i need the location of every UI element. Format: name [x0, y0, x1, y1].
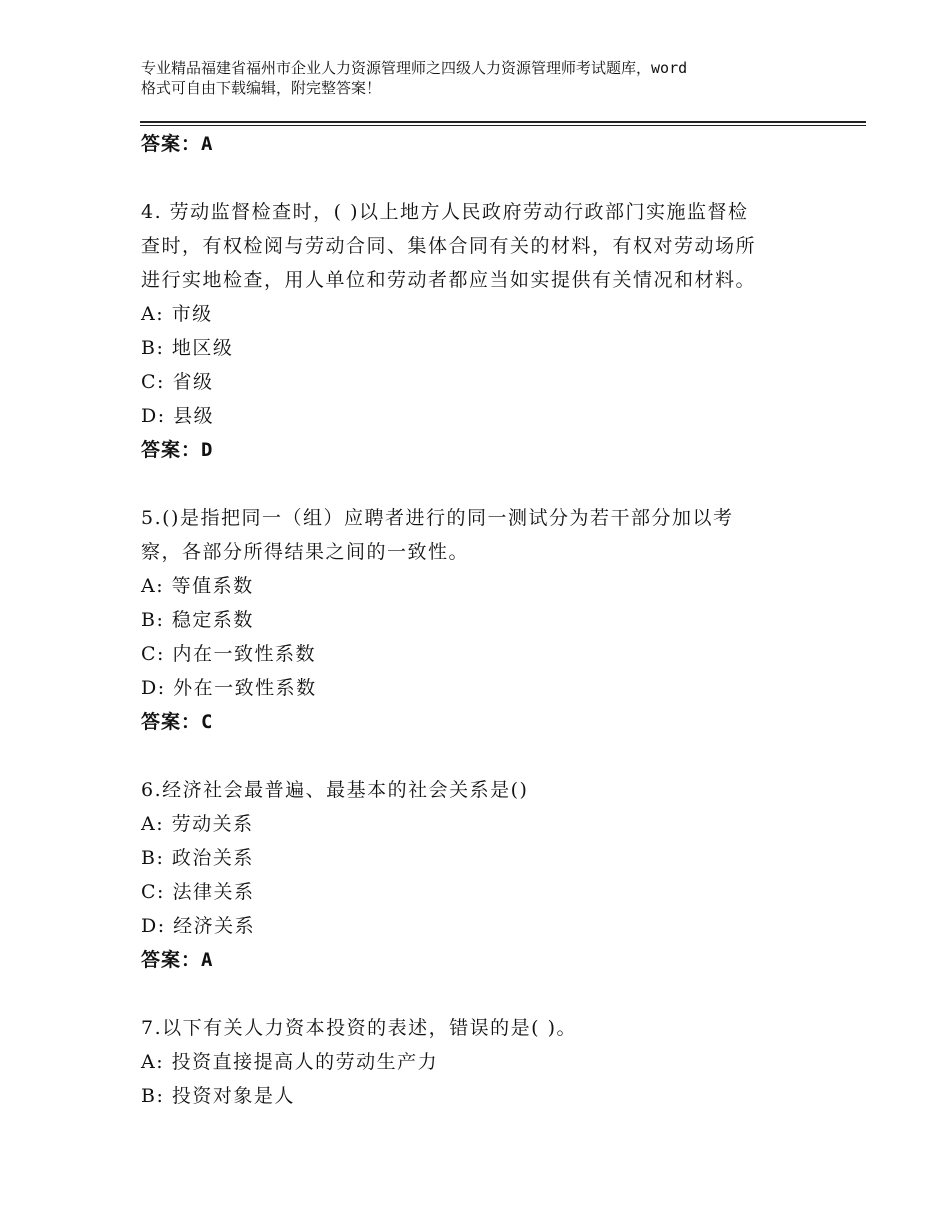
spacer [141, 977, 821, 1011]
option-d: D: 经济关系 [141, 915, 256, 937]
answer-value: A [201, 949, 214, 971]
question-block [141, 1011, 821, 1113]
question-stem: 7.以下有关人力资本投资的表述，错误的是( )。 [141, 1017, 577, 1039]
option-a: A: 等值系数 [141, 575, 254, 597]
question-block [141, 195, 821, 467]
option-b: B: 投资对象是人 [141, 1085, 295, 1107]
answer-label: 答案： [141, 711, 202, 733]
answer-line [141, 943, 821, 977]
option-b: B: 政治关系 [141, 847, 254, 869]
answer-value: C [201, 711, 214, 733]
option-c: C: 内在一致性系数 [141, 643, 316, 665]
header-rule-thin [140, 125, 866, 126]
option-d: D: 县级 [141, 405, 215, 427]
option-b: B: 地区级 [141, 337, 234, 359]
header-line-2: 格式可自由下载编辑，附完整答案！ [141, 79, 382, 97]
option-a: A: 市级 [141, 303, 213, 325]
option-c: C: 法律关系 [141, 881, 255, 903]
question-stem: 察，各部分所得结果之间的一致性。 [141, 541, 470, 563]
question-stem: 查时，有权检阅与劳动合同、集体合同有关的材料，有权对劳动场所 [141, 235, 757, 257]
option-d: D: 外在一致性系数 [141, 677, 317, 699]
question-block [141, 773, 821, 977]
answer-line [141, 433, 821, 467]
document-header [141, 58, 841, 98]
spacer [141, 739, 821, 773]
spacer [141, 467, 821, 501]
question-stem: 4. 劳动监督检查时，( )以上地方人民政府劳动行政部门实施监督检 [141, 201, 749, 223]
option-b: B: 稳定系数 [141, 609, 254, 631]
answer-label: 答案： [141, 949, 202, 971]
header-rule-thick [140, 121, 866, 123]
question-stem: 5.()是指把同一（组）应聘者进行的同一测试分为若干部分加以考 [141, 507, 734, 529]
question-block [141, 501, 821, 739]
question-stem: 6.经济社会最普遍、最基本的社会关系是() [141, 779, 529, 801]
question-list [141, 127, 821, 1113]
answer-value: A [201, 133, 214, 155]
answer-value: D [201, 439, 214, 461]
answer-label: 答案： [141, 439, 202, 461]
answer-line [141, 705, 821, 739]
header-line-1: 专业精品福建省福州市企业人力资源管理师之四级人力资源管理师考试题库，word [141, 59, 688, 77]
option-c: C: 省级 [141, 371, 214, 393]
option-a: A: 投资直接提高人的劳动生产力 [141, 1051, 439, 1073]
option-a: A: 劳动关系 [141, 813, 254, 835]
spacer [141, 161, 821, 195]
question-stem: 进行实地检查，用人单位和劳动者都应当如实提供有关情况和材料。 [141, 269, 757, 291]
answer-line [141, 127, 821, 161]
answer-label: 答案： [141, 133, 202, 155]
